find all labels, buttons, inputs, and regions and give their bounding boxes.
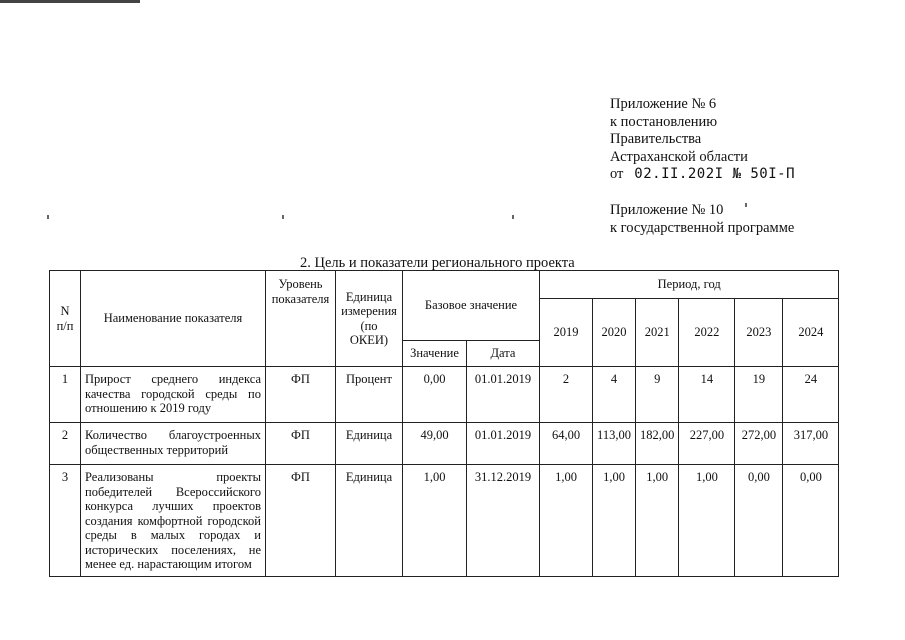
- row-year-value: 227,00: [679, 423, 735, 465]
- header-period: Период, год: [540, 271, 839, 299]
- header-year: 2024: [783, 299, 839, 367]
- table-header-row: [50, 271, 839, 299]
- appendix-header-2: [610, 202, 794, 237]
- row-year-value: 182,00: [636, 423, 679, 465]
- table-row: [50, 423, 839, 465]
- header-year: 2021: [636, 299, 679, 367]
- header-level: Уровень показателя: [266, 271, 336, 367]
- header-num: N п/п: [50, 271, 81, 367]
- row-year-value: 1,00: [679, 465, 735, 577]
- row-year-value: 64,00: [540, 423, 593, 465]
- row-level: ФП: [266, 465, 336, 577]
- header-year: 2020: [593, 299, 636, 367]
- header-unit: Единица измерения (по ОКЕИ): [336, 271, 403, 367]
- date-prefix: от: [610, 166, 624, 182]
- row-num: 3: [50, 465, 81, 577]
- header-year: 2023: [735, 299, 783, 367]
- row-year-value: 24: [783, 367, 839, 423]
- row-base-date: 01.01.2019: [467, 367, 540, 423]
- row-year-value: 1,00: [593, 465, 636, 577]
- scan-dot: [512, 215, 514, 219]
- header-base-value: Значение: [403, 341, 467, 367]
- appendix-line: Приложение № 6: [610, 96, 717, 112]
- row-year-value: 9: [636, 367, 679, 423]
- row-name: Прирост среднего индекса качества городской среды по отношению к 2019 году: [81, 367, 266, 423]
- row-year-value: 113,00: [593, 423, 636, 465]
- header-name: Наименование показателя: [81, 271, 266, 367]
- table-row: [50, 367, 839, 423]
- row-year-value: 1,00: [636, 465, 679, 577]
- row-year-value: 0,00: [735, 465, 783, 577]
- row-name: Количество благоустроенных общественных территорий: [81, 423, 266, 465]
- row-unit: Единица: [336, 465, 403, 577]
- row-name: Реализованы проекты победителей Всероссийского конкурса лучших проектов создания комфортной городской среды в малых городах и исторических поселениях, не менее ед. нарастающим итогом: [81, 465, 266, 577]
- resolution-date-number: 02.II.202I № 50I-П: [634, 166, 795, 182]
- header-year: 2019: [540, 299, 593, 367]
- appendix-header: [610, 96, 795, 184]
- row-year-value: 19: [735, 367, 783, 423]
- header-base: Базовое значение: [403, 271, 540, 341]
- appendix-line: к постановлению: [610, 113, 718, 130]
- appendix-line: Астраханской области: [610, 148, 748, 165]
- row-year-value: 1,00: [540, 465, 593, 577]
- appendix2-line: Приложение № 10: [610, 202, 724, 218]
- row-year-value: 317,00: [783, 423, 839, 465]
- row-unit: Единица: [336, 423, 403, 465]
- scan-dot: [47, 215, 49, 219]
- section-title: 2. Цель и показатели регионального проекта: [300, 255, 575, 271]
- scan-artifact-line: [0, 0, 140, 3]
- scan-dot: [282, 215, 284, 219]
- header-base-date: Дата: [467, 341, 540, 367]
- appendix-line: Правительства: [610, 131, 702, 147]
- row-year-value: 2: [540, 367, 593, 423]
- row-base-value: 49,00: [403, 423, 467, 465]
- row-num: 2: [50, 423, 81, 465]
- row-base-value: 1,00: [403, 465, 467, 577]
- row-level: ФП: [266, 423, 336, 465]
- row-unit: Процент: [336, 367, 403, 423]
- row-base-date: 01.01.2019: [467, 423, 540, 465]
- indicators-table: [49, 270, 839, 577]
- row-year-value: 272,00: [735, 423, 783, 465]
- row-year-value: 0,00: [783, 465, 839, 577]
- row-year-value: 4: [593, 367, 636, 423]
- row-base-value: 0,00: [403, 367, 467, 423]
- header-year: 2022: [679, 299, 735, 367]
- row-base-date: 31.12.2019: [467, 465, 540, 577]
- appendix2-line: к государственной программе: [610, 219, 795, 236]
- row-num: 1: [50, 367, 81, 423]
- resolution-date-line: [610, 166, 795, 184]
- row-level: ФП: [266, 367, 336, 423]
- row-year-value: 14: [679, 367, 735, 423]
- table-row: [50, 465, 839, 577]
